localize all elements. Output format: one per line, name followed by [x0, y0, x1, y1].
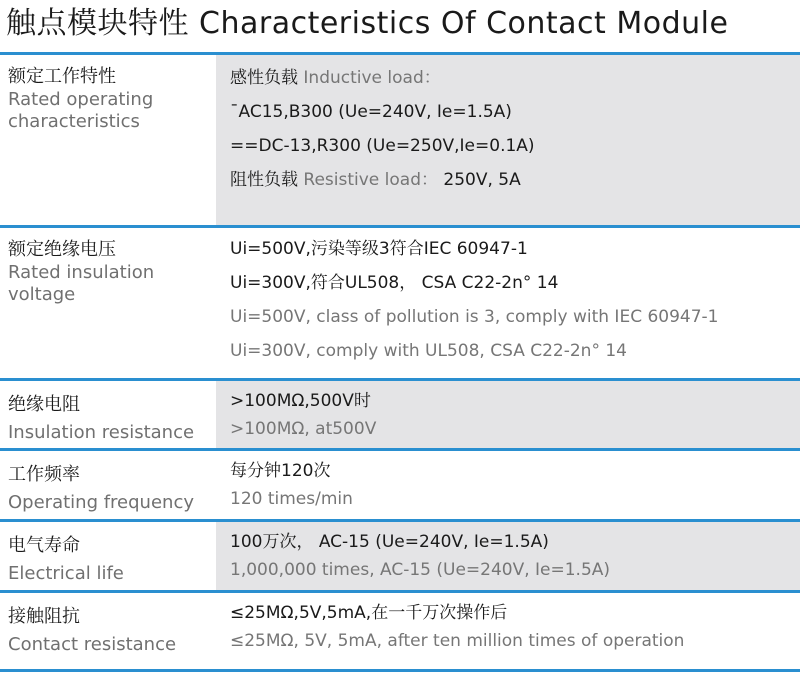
row-label	[0, 522, 216, 590]
value-line: 1,000,000 times, AC-15 (Ue=240V, Ie=1.5A)	[230, 560, 611, 580]
value-line: 每分钟120次	[230, 461, 331, 481]
row-value	[216, 381, 800, 448]
value-line: >100MΩ,500V时	[230, 391, 371, 411]
row-label-zh: 接触阻抗	[8, 606, 80, 627]
value-text-zh: 感性负载	[230, 68, 304, 88]
table-row	[0, 381, 800, 451]
table-row	[0, 522, 800, 593]
row-label-en: Operating frequency	[8, 492, 194, 513]
value-text-en: Resistive load：	[303, 170, 438, 190]
row-value	[216, 522, 800, 590]
value-line: ≤25MΩ, 5V, 5mA, after ten million times of operation	[230, 631, 685, 651]
row-label-en: Insulation resistance	[8, 422, 195, 443]
row-label-zh: 电气寿命	[8, 535, 80, 556]
row-value	[216, 55, 800, 225]
characteristics-table	[0, 52, 800, 672]
value-line: Ui=500V,污染等级3符合IEC 60947-1	[230, 239, 528, 259]
row-value	[216, 593, 800, 669]
value-line: ≤25MΩ,5V,5mA,在一千万次操作后	[230, 603, 508, 623]
row-label-zh: 额定工作特性	[8, 66, 116, 87]
value-line: Ui=300V,符合UL508， CSA C22-2n° 14	[230, 273, 559, 293]
row-label	[0, 55, 216, 225]
table-row	[0, 228, 800, 381]
table-row	[0, 593, 800, 672]
value-line: ¯AC15,B300 (Ue=240V, Ie=1.5A)	[230, 102, 512, 122]
row-label-en: Contact resistance	[8, 634, 177, 655]
row-label	[0, 381, 216, 448]
value-line	[230, 163, 800, 197]
row-label	[0, 593, 216, 669]
row-label-zh: 绝缘电阻	[8, 394, 80, 415]
value-line: 120 times/min	[230, 489, 353, 509]
value-line: 100万次， AC-15 (Ue=240V, Ie=1.5A)	[230, 532, 549, 552]
table-row	[0, 55, 800, 228]
row-label-en: Electrical life	[8, 563, 124, 584]
page-title: 触点模块特性 Characteristics Of Contact Module	[6, 6, 729, 41]
row-value	[216, 451, 800, 519]
row-label	[0, 451, 216, 519]
value-line: ==DC-13,R300 (Ue=250V,Ie=0.1A)	[230, 136, 535, 156]
row-label	[0, 228, 216, 378]
value-text-tail: 250V, 5A	[438, 170, 521, 190]
row-label-en: Rated operating characteristics	[8, 89, 154, 132]
table-row	[0, 451, 800, 522]
value-line	[230, 61, 800, 95]
value-text-en: Inductive load：	[303, 68, 441, 88]
row-label-en: Rated insulation voltage	[8, 262, 155, 305]
value-line: Ui=300V, comply with UL508, CSA C22-2n° 14	[230, 341, 627, 361]
value-text-zh: 阻性负载	[230, 170, 304, 190]
value-line: Ui=500V, class of pollution is 3, comply with IEC 60947-1	[230, 307, 719, 327]
row-label-zh: 额定绝缘电压	[8, 239, 116, 260]
row-value	[216, 228, 800, 378]
value-line: >100MΩ, at500V	[230, 419, 377, 439]
row-label-zh: 工作频率	[8, 464, 80, 485]
